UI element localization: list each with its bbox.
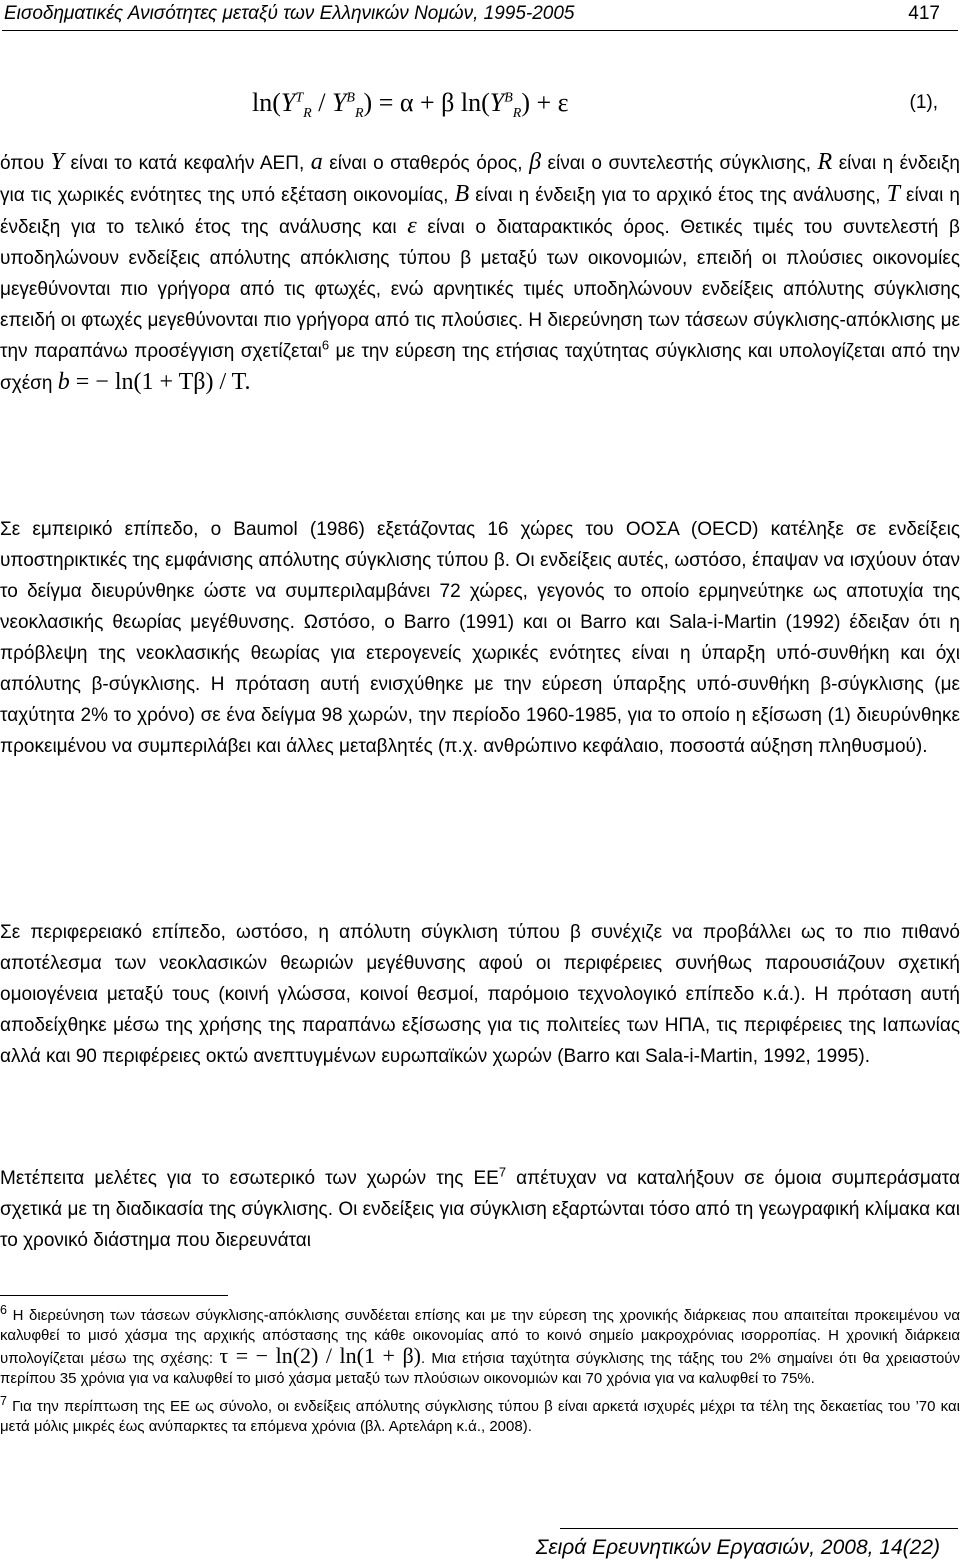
- equation-1: [0, 88, 960, 128]
- footer-rule: [560, 1528, 958, 1529]
- footnotes: [0, 1300, 960, 1439]
- footnote-rule: [0, 1295, 228, 1296]
- equation-1-number: (1),: [909, 92, 938, 113]
- equation-1-formula: $\ln(Y^T_R / Y^B_R) = \alpha + \beta$ $\ln(Y^B_R) + \varepsilon$: [252, 88, 569, 122]
- paragraph-3: Σε περιφερειακό επίπεδο, ωστόσο, η απόλυτη σύγκλιση τύπου β συνέχιζε να προβάλλει ως το πιο πιθανό αποτέλεσμα των νεοκλασικών θεωριών μεγέθυνσης αφού οι περιφέρειες συνήθως παρουσιάζουν σχετική ομοιογένεια μεταξύ τους (κοινή γλώσσα, κοινοί θεσμοί, παρόμοιο τεχνολογικό επίπεδο κ.ά.). Η πρόταση αυτή αποδείχθηκε μέσω της χρήσης της παραπάνω εξίσωσης για τις πολιτείες των ΗΠΑ, τις περιφέρειες της Ιαπωνίας αλλά και 90 περιφέρειες οκτώ ανεπτυγμένων ευρωπαϊκών χωρών (Barro και Sala-i-Martin, 1992, 1995).: [0, 922, 960, 1067]
- running-footer: Σειρά Ερευνητικών Εργασιών, 2008, 14(22): [535, 1536, 940, 1559]
- footnote-ref-6[interactable]: 6: [321, 337, 330, 353]
- paragraph-2: Σε εμπειρικό επίπεδο, ο Baumol (1986) εξετάζοντας 16 χώρες του ΟΟΣΑ (OECD) κατέληξε σε ενδείξεις υποστηρικτικές της εμφάνισης απόλυτης σύγκλισης τύπου β. Οι ενδείξεις αυτές, ωστόσο, έπαψαν να ισχύουν όταν το δείγμα διευρύνθηκε ώστε να συμπεριλαμβάνει 72 χώρες, γεγονός το οποίο ερμηνεύτηκε ως αποτυχία της νεοκλασικής θεωρίας μεγέθυνσης. Ωστόσο, ο Barro (1991) και οι Barro και Sala-i-Martin (1992) έδειξαν ότι η πρόβλεψη της νεοκλασικής θεωρίας για ετερογενείς χωρικές ενότητες είναι η ύπαρξη υπό-συνθήκη και όχι απόλυτης β-σύγκλισης. Η πρόταση αυτή ενισχύθηκε με την εύρεση ύπαρξης υπό-συνθήκη β-σύγκλισης (με ταχύτητα 2% το χρόνο) σε ένα δείγμα 98 χωρών, την περίοδο 1960-1985, για το οποίο η εξίσωση (1) διευρύνθηκε προκειμένου να συμπεριλάβει και άλλες μεταβλητές (π.χ. ανθρώπινο κεφάλαιο, ποσοστά αύξηση πληθυσμού).: [0, 519, 960, 757]
- footnote-7: $^7$ Για την περίπτωση της ΕΕ ως σύνολο, οι ενδείξεις απόλυτης σύγκλισης τύπου β είναι αρκετά ισχυρές μέχρι τα τέλη της δεκαετίας του ’70 και μετά μόλις μικρές έως ανύπαρκτες τα επόμενα χρόνια (βλ. Αρτελάρη κ.ά., 2008).: [0, 1394, 960, 1435]
- header-rule: [2, 30, 958, 31]
- page-number: 417: [908, 3, 940, 24]
- footnote-ref-7[interactable]: 7: [498, 1164, 507, 1180]
- half-life-formula: τ = − ln(2) / ln(1 + β): [219, 1343, 421, 1368]
- running-header: [0, 0, 960, 28]
- convergence-speed-formula: b: [57, 369, 70, 395]
- paragraph-4: Μετέπειτα μελέτες για το εσωτερικό των χωρών της ΕΕ$^7$ απέτυχαν να καταλήξουν σε όμοια συμπεράσματα σχετικά με τη διαδικασία της σύγκλισης. Οι ενδείξεις για σύγκλιση εξαρτώνται τόσο από τη γεωγραφική κλίμακα και το χρονικό διάστημα που διερευνάται: [0, 1164, 960, 1251]
- footnote-6: $^6$ Η διερεύνηση των τάσεων σύγκλισης-απόκλισης συνδέεται επίσης και με την εύρεση της χρονικής διάρκειας που απαιτείται προκειμένου να καλυφθεί το μισό χάσμα της αρχικής απόστασης της κάθε οικονομίας από το κοινό σημείο μακροχρόνιας ισορροπίας. Η χρονική διάρκεια υπολογίζεται μέσω της σχέσης: τ = − ln(2) / ln(1 + β). Μια ετήσια ταχύτητα σύγκλισης της τάξης του 2% σημαίνει ότι θα χρειαστούν περίπου 35 χρόνια για να καλυφθεί το μισό χάσμα μεταξύ των πλούσιων οικονομιών και 70 χρόνια για να καλυφθεί το 75%.: [0, 1303, 960, 1387]
- running-title: Εισοδηματικές Ανισότητες μεταξύ των Ελληνικών Νομών, 1995-2005: [4, 3, 575, 24]
- paragraph-1: όπου Y είναι το κατά κεφαλήν ΑΕΠ, a είναι ο σταθερός όρος, β είναι ο συντελεστής σύγκλισης, R είναι η ένδειξη για τις χωρικές ενότητες της υπό εξέταση οικονομίας, B είναι η ένδειξη για το αρχικό έτος της ανάλυσης, T είναι η ένδειξη για το τελικό έτος της ανάλυσης και ε είναι ο διαταρακτικός όρος. Θετικές τιμές του συντελεστή β υποδηλώνουν ενδείξεις απόλυτης απόκλισης τύπου β μεταξύ των οικονομιών, επειδή οι πλούσιες οικονομίες μεγεθύνονται πιο γρήγορα από τις φτωχές, ενώ αρνητικές τιμές υποδηλώνουν ενδείξεις απόλυτης σύγκλισης επειδή οι φτωχές μεγεθύνονται πιο γρήγορα από τις πλούσιες. Η διερεύνηση των τάσεων σύγκλισης-απόκλισης με την παραπάνω προσέγγιση σχετίζεται$^6$ με την εύρεση της ετήσιας ταχύτητας σύγκλισης και υπολογίζεται από την σχέση b = − ln(1 + Tβ) / T.: [0, 149, 960, 395]
